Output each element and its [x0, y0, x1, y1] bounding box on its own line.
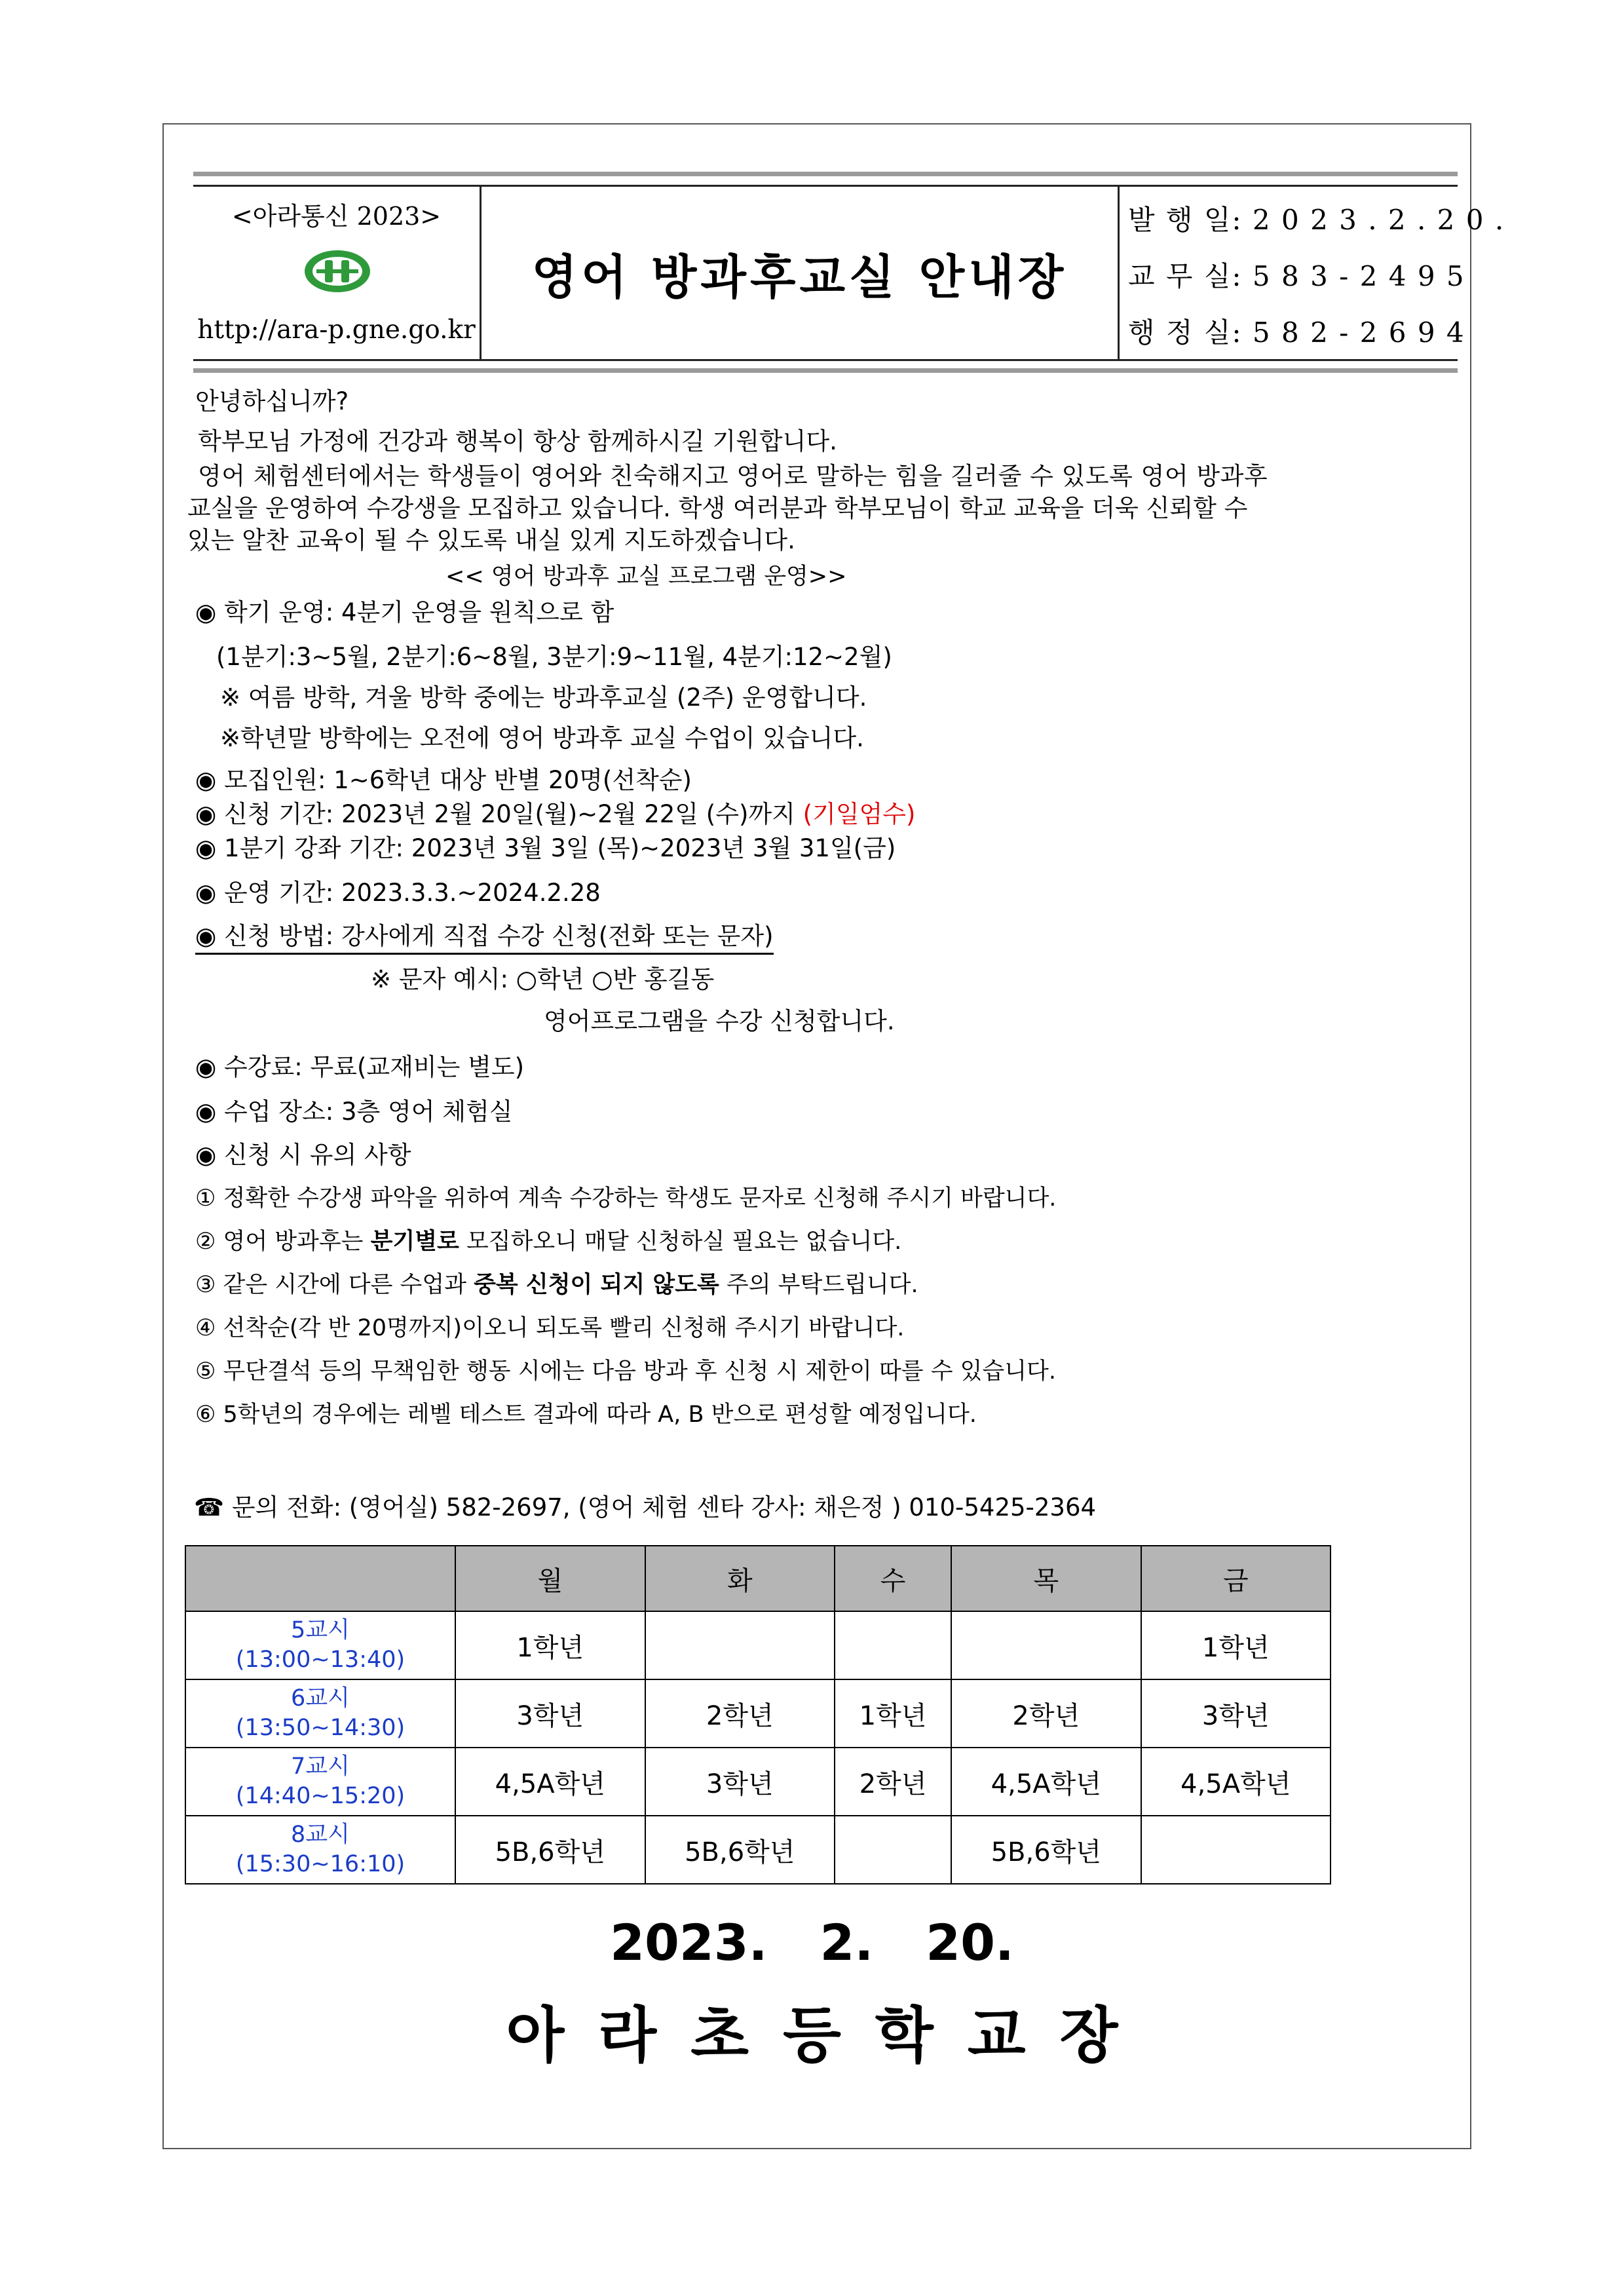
period-time: (15:30~16:10) [235, 1851, 406, 1877]
day-header: 수 [835, 1546, 951, 1611]
schedule-cell [835, 1816, 951, 1884]
newsletter-label: <아라통신 2023> [231, 202, 442, 231]
schedule-cell: 1학년 [835, 1679, 951, 1748]
day-header: 금 [1141, 1546, 1331, 1611]
apply-method-item [195, 924, 774, 948]
schedule-cell [645, 1611, 835, 1679]
operation-period-item: ◉ 운영 기간: 2023.3.3.~2024.2.28 [195, 879, 601, 907]
location-item: ◉ 수업 장소: 3층 영어 체험실 [195, 1098, 513, 1126]
period-cell [185, 1679, 455, 1748]
schedule-cell: 4,5A학년 [455, 1748, 645, 1816]
caution-5: ⑤ 무단결석 등의 무책임한 행동 시에는 다음 방과 후 신청 시 제한이 따를 수 있습니다. [195, 1358, 1056, 1385]
apply-method-text: ◉ 신청 방법: 강사에게 직접 수강 신청(전화 또는 문자) [195, 922, 774, 955]
footer-day: 20. [926, 1913, 1014, 1972]
greeting: 안녕하십니까? [195, 387, 349, 415]
caution-2-b: 분기별로 [370, 1229, 459, 1255]
header-divider-right [1118, 187, 1120, 359]
schedule-cell: 5B,6학년 [951, 1816, 1141, 1884]
caution-3-b: 중복 신청이 되지 않도록 [474, 1272, 719, 1298]
caution-3-c: 주의 부탁드립니다. [719, 1272, 918, 1298]
period-name: 7교시 [291, 1753, 350, 1780]
caution-1: ① 정확한 수강생 파악을 위하여 계속 수강하는 학생도 문자로 신청해 주시기 바랍니다. [195, 1185, 1057, 1212]
year-end-note: ※학년말 방학에는 오전에 영어 방과후 교실 수업이 있습니다. [220, 724, 864, 752]
contact-line: ☎ 문의 전화: (영어실) 582-2697, (영어 체험 센타 강사: 채은정 ) 010-5425-2364 [194, 1493, 1097, 1521]
schedule-cell: 1학년 [1141, 1611, 1331, 1679]
quarters-item: (1분기:3~5월, 2분기:6~8월, 3분기:9~11월, 4분기:12~2월) [216, 643, 892, 671]
schedule-cell: 3학년 [455, 1679, 645, 1748]
period-name: 8교시 [291, 1822, 350, 1848]
schedule-cell: 2학년 [645, 1679, 835, 1748]
schedule-cell: 5B,6학년 [645, 1816, 835, 1884]
period-name: 6교시 [291, 1685, 350, 1712]
schedule-cell [835, 1611, 951, 1679]
schedule-cell: 5B,6학년 [455, 1816, 645, 1884]
schedule-cell [1141, 1816, 1331, 1884]
header-left [193, 187, 480, 359]
schedule-header-row [185, 1546, 1331, 1611]
semester-item: ◉ 학기 운영: 4분기 운영을 원칙으로 함 [195, 598, 614, 626]
sms-example: ※ 문자 예시: ○학년 ○반 홍길동 [371, 965, 715, 993]
caution-4: ④ 선착순(각 반 20명까지)이오니 되도록 빨리 신청해 주시기 바랍니다. [195, 1315, 905, 1341]
day-header: 화 [645, 1546, 835, 1611]
schedule-cell: 3학년 [1141, 1679, 1331, 1748]
schedule-cell: 4,5A학년 [951, 1748, 1141, 1816]
day-header: 월 [455, 1546, 645, 1611]
period-cell [185, 1611, 455, 1679]
office-phone: 교 무 실: 5 8 3 - 2 4 9 5 [1128, 260, 1465, 292]
schedule-cell: 1학년 [455, 1611, 645, 1679]
period-time: (13:50~14:30) [235, 1715, 406, 1741]
deadline-note: (기일엄수) [803, 800, 916, 828]
table-row [185, 1679, 1331, 1748]
schedule-cell: 3학년 [645, 1748, 835, 1816]
header-rule-top-thick [193, 172, 1458, 176]
schedule-cell: 4,5A학년 [1141, 1748, 1331, 1816]
caution-2-a: ② 영어 방과후는 [195, 1229, 371, 1255]
period-name: 5교시 [291, 1617, 350, 1644]
footer-year: 2023. [610, 1913, 768, 1972]
paragraph-1: 학부모님 가정에 건강과 행복이 항상 함께하시길 기원합니다. [198, 427, 837, 455]
school-emblem-icon [303, 249, 371, 294]
issue-date: 발 행 일: 2 0 2 3 . 2 . 2 0 . [1128, 204, 1505, 236]
caution-3 [195, 1274, 918, 1297]
q1-period-item: ◉ 1분기 강좌 기간: 2023년 3월 3일 (목)~2023년 3월 31일(금) [195, 834, 896, 862]
school-url: http://ara-p.gne.go.kr [197, 315, 476, 345]
page-title: 영어 방과후교실 안내장 [531, 249, 1068, 305]
sms-example-line-2: 영어프로그램을 수강 신청합니다. [544, 1007, 895, 1035]
paragraph-2-line-3: 있는 알찬 교육이 될 수 있도록 내실 있게 지도하겠습니다. [187, 526, 795, 554]
admin-phone: 행 정 실: 5 8 2 - 2 6 9 4 [1128, 316, 1465, 349]
schedule-table [185, 1545, 1331, 1885]
cautions-title: ◉ 신청 시 유의 사항 [195, 1141, 411, 1169]
schedule-cell: 2학년 [951, 1679, 1141, 1748]
footer-date [0, 1913, 1624, 1972]
table-row [185, 1611, 1331, 1679]
schedule-cell [951, 1611, 1141, 1679]
principal-signature: 아라초등학교장 [506, 2000, 1152, 2071]
recruit-item: ◉ 모집인원: 1~6학년 대상 반별 20명(선착순) [195, 766, 692, 794]
table-row [185, 1748, 1331, 1816]
header-rule-bottom-thin [193, 359, 1458, 361]
section-title: << 영어 방과후 교실 프로그램 운영>> [445, 564, 847, 590]
day-header: 목 [951, 1546, 1141, 1611]
period-time: (14:40~15:20) [235, 1783, 406, 1809]
caution-6: ⑥ 5학년의 경우에는 레벨 테스트 결과에 따라 A, B 반으로 편성할 예정입니다. [195, 1402, 977, 1428]
caution-2-c: 모집하오니 매달 신청하실 필요는 없습니다. [459, 1229, 902, 1255]
caution-2 [195, 1231, 901, 1253]
period-cell [185, 1748, 455, 1816]
apply-period-item [195, 802, 915, 826]
table-row [185, 1816, 1331, 1884]
period-time: (13:00~13:40) [235, 1647, 406, 1673]
caution-3-a: ③ 같은 시간에 다른 수업과 [195, 1272, 474, 1298]
apply-period-text: ◉ 신청 기간: 2023년 2월 20일(월)~2월 22일 (수)까지 [195, 800, 803, 828]
paragraph-2-line-1: 영어 체험센터에서는 학생들이 영어와 친숙해지고 영어로 말하는 힘을 길러줄 수 있도록 영어 방과후 [198, 462, 1268, 490]
paragraph-2-line-2: 교실을 운영하여 수강생을 모집하고 있습니다. 학생 여러분과 학부모님이 학교 교육을 더욱 신뢰할 수 [187, 494, 1248, 522]
vacation-note: ※ 여름 방학, 겨울 방학 중에는 방과후교실 (2주) 운영합니다. [220, 683, 867, 712]
schedule-cell: 2학년 [835, 1748, 951, 1816]
fee-item: ◉ 수강료: 무료(교재비는 별도) [195, 1053, 525, 1081]
header-rule-bottom-thick [193, 368, 1458, 373]
period-cell [185, 1816, 455, 1884]
corner-cell [185, 1546, 455, 1611]
footer-month: 2. [820, 1913, 874, 1972]
